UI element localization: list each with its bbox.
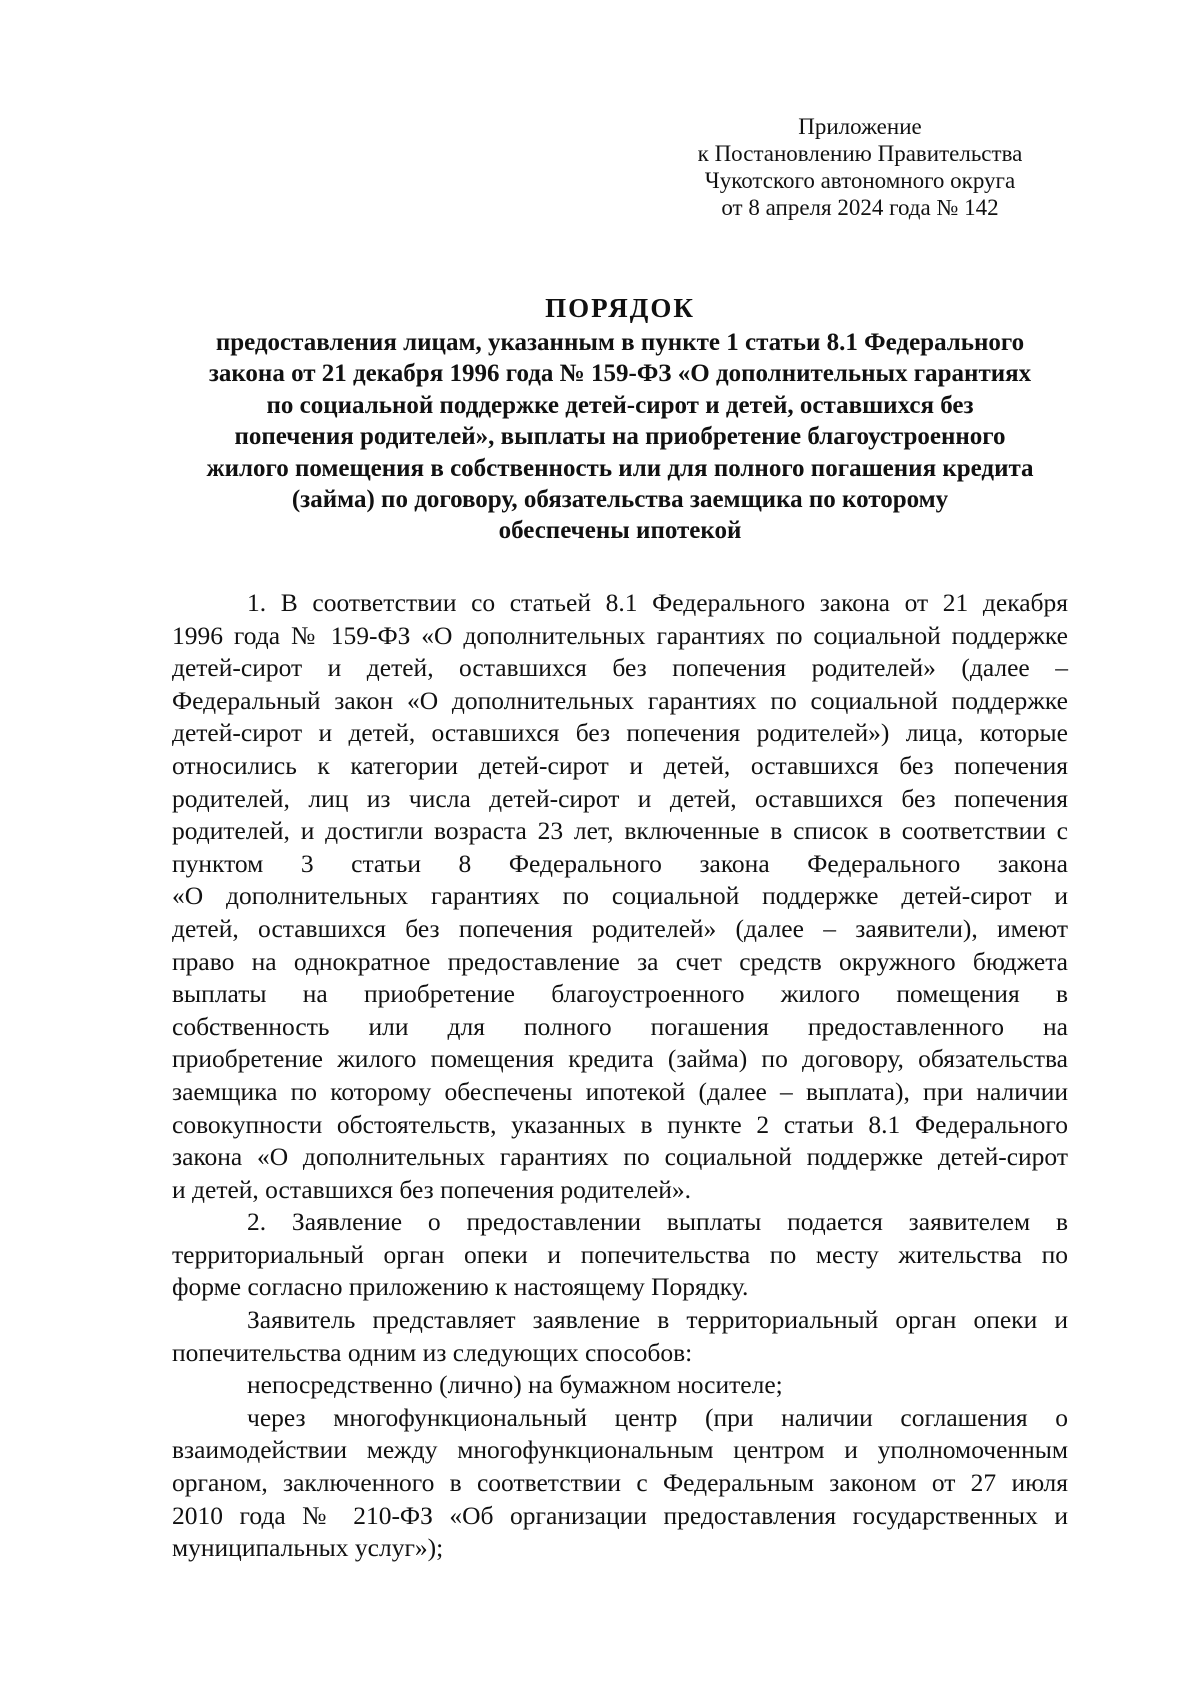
body-line: Заявитель представляет заявление в территориальный орган опеки и: [247, 1305, 1068, 1335]
body-line: 2010 года № 210-ФЗ «Об организации предоставления государственных и: [172, 1500, 1068, 1530]
subtitle-line: попечения родителей», выплаты на приобретение благоустроенного: [234, 423, 1006, 451]
body-line: выплаты на приобретение благоустроенного жилого помещения в: [172, 979, 1068, 1009]
body-line: взаимодействии между многофункциональным центром и уполномоченным: [172, 1435, 1068, 1465]
body-line: родителей, лиц из числа детей-сирот и детей, оставшихся без попечения: [172, 783, 1068, 813]
subtitle-line: по социальной поддержке детей-сирот и детей, оставшихся без: [266, 391, 974, 419]
body-line: детей, оставшихся без попечения родителей» (далее – заявители), имеют: [172, 913, 1068, 943]
body-line: через многофункциональный центр (при наличии соглашения о: [247, 1402, 1068, 1432]
body-line: Федеральный закон «О дополнительных гарантиях по социальной поддержке: [172, 685, 1068, 715]
subtitle-line: закона от 21 декабря 1996 года № 159-ФЗ «О дополнительных гарантиях: [208, 360, 1032, 388]
subtitle-line: предоставления лицам, указанным в пункте 1 статьи 8.1 Федерального: [215, 329, 1025, 356]
appendix-line: от 8 апреля 2024 года № 142: [721, 195, 999, 220]
body-line: детей-сирот и детей, оставшихся без попечения родителей» (далее –: [172, 653, 1068, 683]
appendix-header: [690, 113, 1030, 221]
body-line: пунктом 3 статьи 8 Федерального закона Федерального закона: [172, 848, 1068, 878]
body-line: закона «О дополнительных гарантиях по социальной поддержке детей-сирот: [172, 1142, 1068, 1172]
body-line: родителей, и достигли возраста 23 лет, включенные в список в соответствии с: [172, 816, 1068, 846]
body-line: заемщика по которому обеспечены ипотекой (далее – выплата), при наличии: [172, 1076, 1068, 1106]
subtitle-line: жилого помещения в собственность или для полного погашения кредита: [206, 454, 1034, 482]
body-line: попечительства одним из следующих способов:: [172, 1337, 693, 1367]
body-line: право на однократное предоставление за счет средств окружного бюджета: [172, 946, 1068, 976]
subtitle-line: (займа) по договору, обязательства заемщика по которому: [291, 486, 949, 514]
body-line: относились к категории детей-сирот и детей, оставшихся без попечения: [172, 750, 1068, 780]
body-line: территориальный орган опеки и попечительства по месту жительства по: [172, 1239, 1068, 1269]
body-line: муниципальных услуг»);: [172, 1533, 444, 1563]
subtitle-line: обеспечены ипотекой: [498, 517, 742, 545]
body-line: «О дополнительных гарантиях по социальной поддержке детей-сирот и: [172, 881, 1068, 911]
document-subtitle: [160, 327, 1080, 547]
document-title: ПОРЯДОК: [545, 293, 695, 323]
appendix-line: Чукотского автономного округа: [704, 168, 1016, 193]
body-line: 1. В соответствии со статьей 8.1 Федерального закона от 21 декабря: [247, 588, 1068, 617]
body-line: собственность или для полного погашения предоставленного на: [172, 1011, 1068, 1041]
body-line: форме согласно приложению к настоящему Порядку.: [172, 1272, 749, 1302]
body-line: 1996 года № 159-ФЗ «О дополнительных гарантиях по социальной поддержке: [172, 620, 1068, 650]
body-line: органом, заключенного в соответствии с Федеральным законом от 27 июля: [172, 1468, 1068, 1498]
body-line: приобретение жилого помещения кредита (займа) по договору, обязательства: [172, 1044, 1068, 1074]
body-line: детей-сирот и детей, оставшихся без попечения родителей») лица, которые: [172, 718, 1068, 748]
document-body: [172, 587, 1068, 1565]
body-line: и детей, оставшихся без попечения родителей».: [172, 1174, 692, 1204]
body-line: непосредственно (лично) на бумажном носителе;: [247, 1370, 783, 1400]
body-line: 2. Заявление о предоставлении выплаты подается заявителем в: [247, 1207, 1068, 1237]
body-line: совокупности обстоятельств, указанных в пункте 2 статьи 8.1 Федерального: [172, 1109, 1068, 1139]
appendix-line: Приложение: [798, 114, 922, 139]
appendix-line: к Постановлению Правительства: [697, 141, 1023, 166]
